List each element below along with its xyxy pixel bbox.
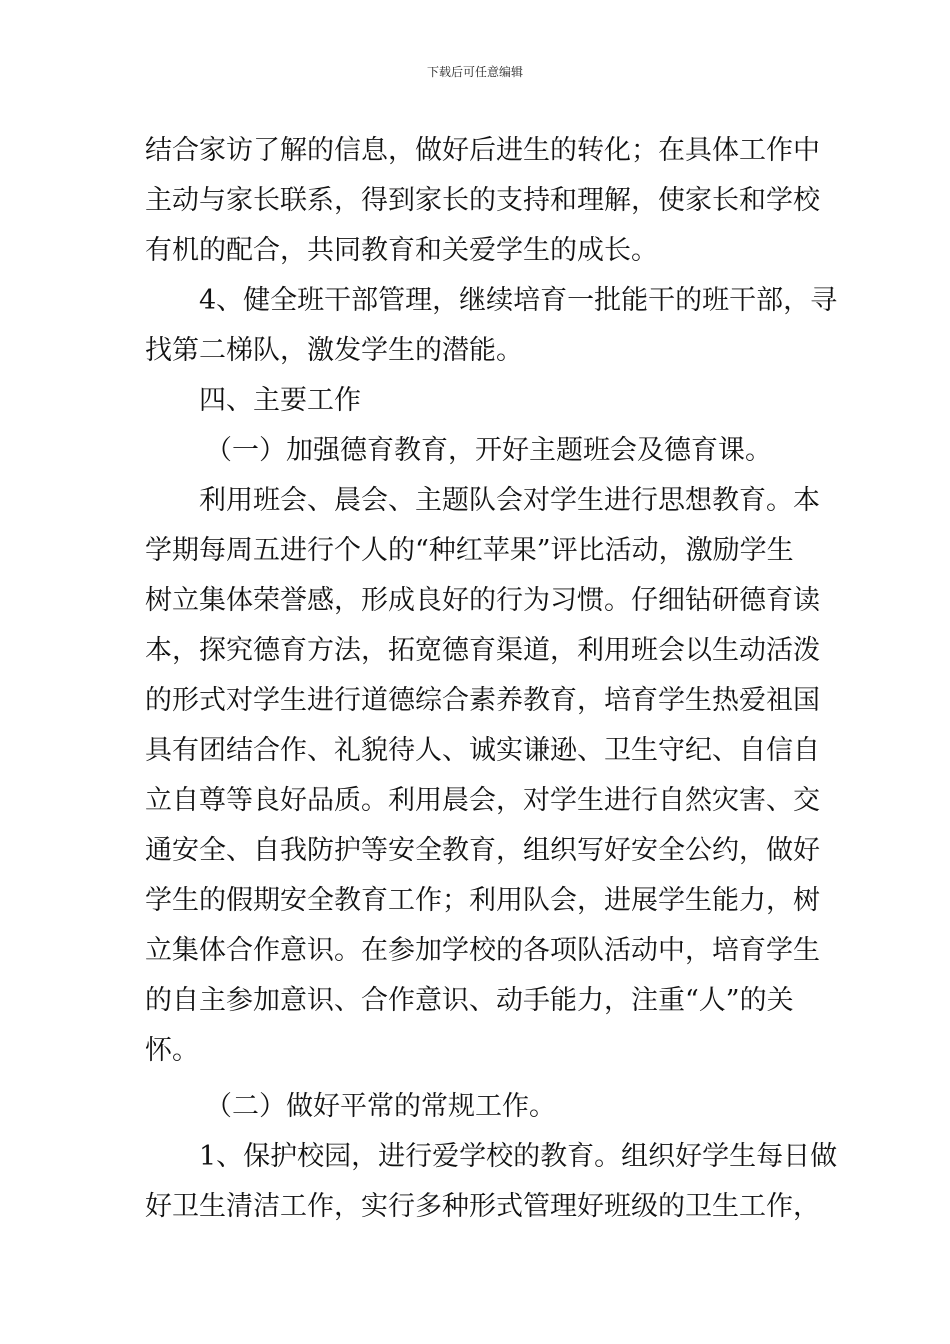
paragraph-line: 树立集体荣誉感，形成良好的行为习惯。仔细钻研德育读 — [145, 585, 820, 616]
paragraph-line: 利用班会、晨会、主题队会对学生进行思想教育。本 — [199, 485, 820, 516]
paragraph-line: 找第二梯队，激发学生的潜能。 — [145, 335, 523, 366]
paragraph-line: 学生的假期安全教育工作；利用队会，进展学生能力，树 — [145, 885, 820, 916]
paragraph-line: 4、健全班干部管理，继续培育一批能干的班干部，寻 — [199, 285, 838, 316]
paragraph-line: 具有团结合作、礼貌待人、诚实谦逊、卫生守纪、自信自 — [145, 735, 820, 766]
section-heading: 四、主要工作 — [199, 385, 361, 416]
subsection-heading: （一）加强德育教育，开好主题班会及德育课。 — [205, 435, 772, 466]
paragraph-line: 主动与家长联系，得到家长的支持和理解，使家长和学校 — [145, 185, 820, 216]
paragraph-line: 本，探究德育方法，拓宽德育渠道，利用班会以生动活泼 — [145, 635, 820, 666]
document-body — [145, 126, 838, 1232]
paragraph-line: 有机的配合，共同教育和关爱学生的成长。 — [145, 235, 658, 266]
page-header-note: 下载后可任意编辑 — [426, 65, 523, 79]
paragraph-line: 的自主参加意识、合作意识、动手能力，注重“人”的关 — [145, 985, 794, 1016]
paragraph-line: 立自尊等良好品质。利用晨会，对学生进行自然灾害、交 — [145, 785, 820, 816]
paragraph-line: 立集体合作意识。在参加学校的各项队活动中，培育学生 — [145, 935, 820, 966]
paragraph-line: 通安全、自我防护等安全教育，组织写好安全公约，做好 — [145, 835, 820, 866]
paragraph-line: 1、保护校园，进行爱学校的教育。组织好学生每日做 — [199, 1141, 838, 1172]
paragraph-line: 学期每周五进行个人的“种红苹果”评比活动，激励学生 — [145, 535, 794, 566]
paragraph-line: 结合家访了解的信息，做好后进生的转化；在具体工作中 — [145, 135, 820, 166]
paragraph-line: 好卫生清洁工作，实行多种形式管理好班级的卫生工作， — [145, 1191, 820, 1222]
paragraph-line: 的形式对学生进行道德综合素养教育，培育学生热爱祖国 — [145, 685, 820, 716]
paragraph-line: 怀。 — [145, 1035, 199, 1066]
subsection-heading: （二）做好平常的常规工作。 — [205, 1091, 556, 1122]
